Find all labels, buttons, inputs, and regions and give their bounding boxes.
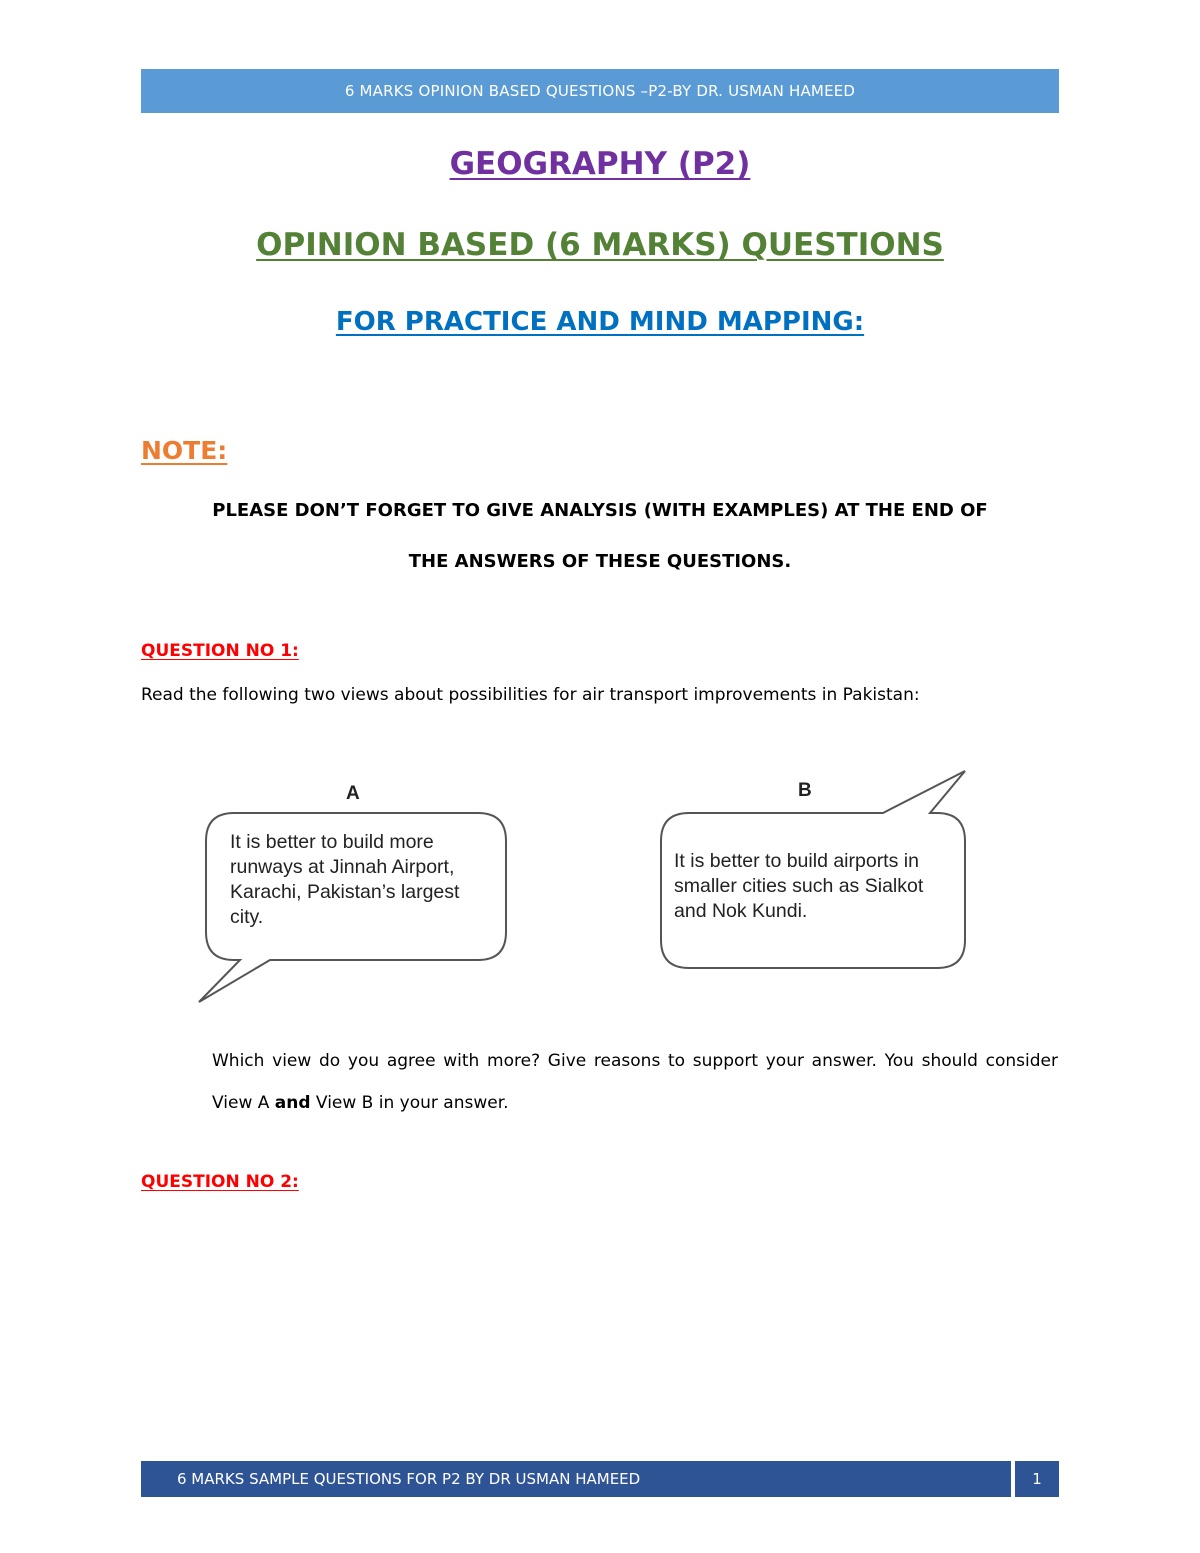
footer-bar <box>141 1461 1011 1497</box>
footer-accent <box>141 1461 159 1497</box>
view-b-label: B <box>798 780 812 801</box>
view-a-label: A <box>346 783 360 804</box>
note-heading: NOTE: <box>141 436 228 465</box>
page-number: 1 <box>1015 1461 1059 1497</box>
view-b-text: It is better to build airports in smaller cities such as Sialkot and Nok Kundi. <box>674 850 924 922</box>
topic-title: OPINION BASED (6 MARKS) QUESTIONS <box>256 227 944 263</box>
note-line-2: THE ANSWERS OF THESE QUESTIONS. <box>408 551 792 572</box>
question-1-intro: Read the following two views about possibilities for air transport improvements in Pakistan: <box>141 685 920 705</box>
question-1-heading: QUESTION NO 1: <box>141 641 299 661</box>
purpose-title: FOR PRACTICE AND MIND MAPPING: <box>335 307 865 337</box>
subject-title: GEOGRAPHY (P2) <box>449 146 751 182</box>
footer-text: 6 MARKS SAMPLE QUESTIONS FOR P2 BY DR USMAN HAMEED <box>177 1470 641 1488</box>
question-2-heading: QUESTION NO 2: <box>141 1172 299 1192</box>
view-a-text: It is better to build more runways at Jinnah Airport, Karachi, Pakistan’s largest city. <box>230 831 460 928</box>
page-footer <box>141 1461 1059 1497</box>
page-header: 6 MARKS OPINION BASED QUESTIONS –P2-BY DR. USMAN HAMEED <box>141 69 1059 113</box>
note-line-1: PLEASE DON’T FORGET TO GIVE ANALYSIS (WITH EXAMPLES) AT THE END OF <box>212 500 988 521</box>
question-1-prompt: Which view do you agree with more? Give reasons to support your answer. You should consider View A and View B in your answer. <box>212 1051 1058 1113</box>
